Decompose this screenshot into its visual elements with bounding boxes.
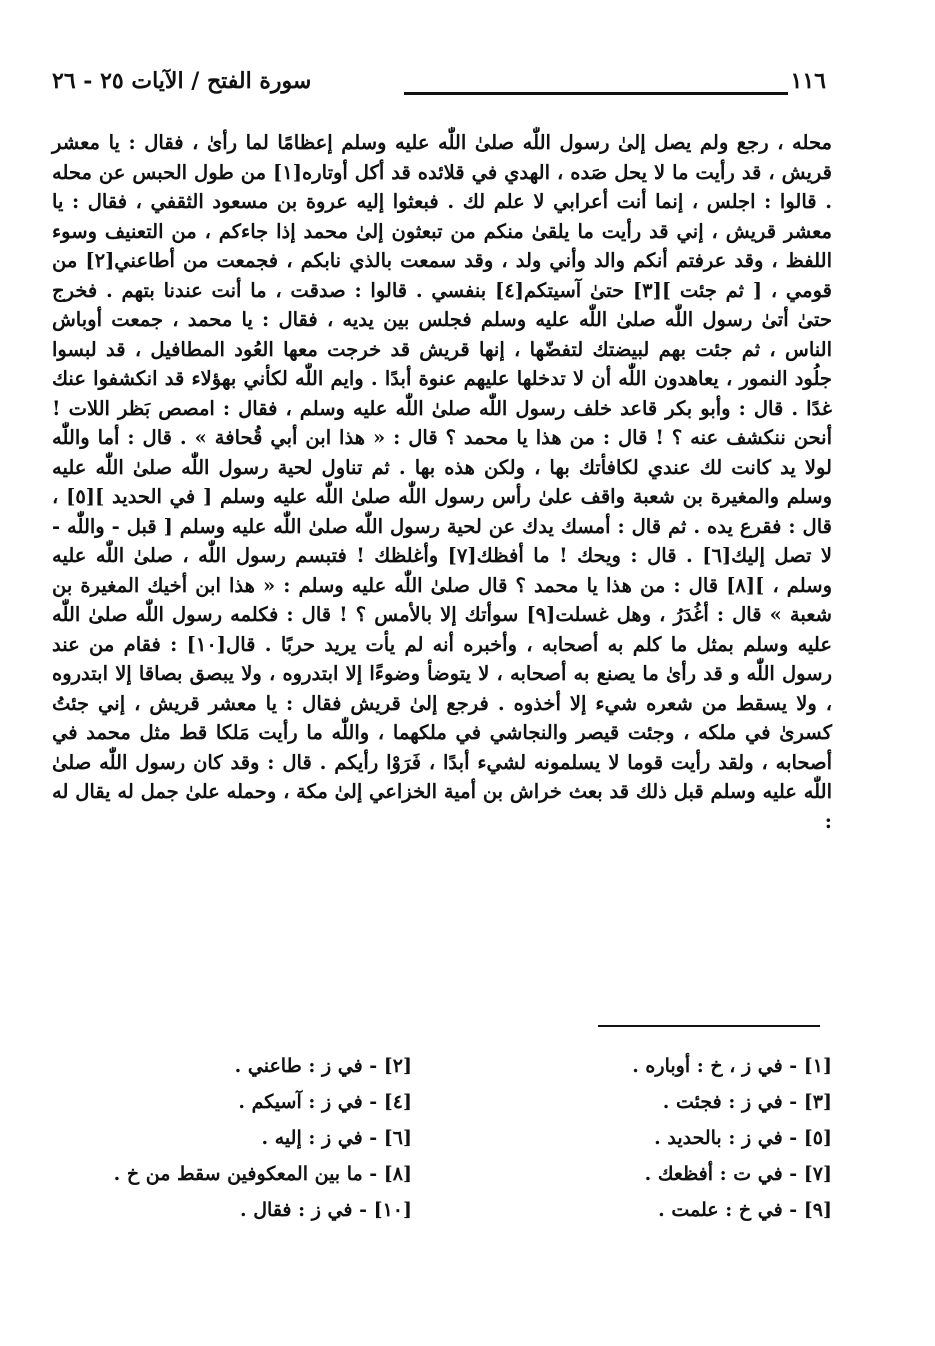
footnote-6: [٦] - في ز : إليه . (261, 1127, 412, 1149)
running-title: سورة الفتح / الآيات ٢٥ - ٢٦ (52, 68, 312, 94)
footnotes-left-column (32, 1048, 412, 1228)
footnote-9: [٩] - في خ : علمت . (658, 1199, 832, 1221)
page-header (52, 62, 832, 104)
page-number: ١١٦ (790, 68, 826, 94)
footnote-rule (598, 1025, 820, 1027)
body-paragraph: محله ، رجع ولم يصل إلىٰ رسول اللّٰه صلىٰ اللّٰه عليه وسلم إعظامًا لما رأىٰ ، فقال : يا معشر قريش ، قد رأيت ما لا يحل صَده ، الهدي في قلائده قد أكل أوتاره[١] من طول الحبس عن محله . قالوا : اجلس ، إنما أنت أعرابي لا علم لك . فبعثوا إليه عروة بن مسعود الثقفي ، فقال : يا معشر قريش ، إني قد رأيت ما يلقىٰ منكم من تبعثون إلىٰ محمد إذا جاءكم ، من التعنيف وسوء اللفظ ، وقد عرفتم أنكم والد وأني ولد ، وقد سمعت بالذي نابكم ، فجمعت من أطاعني[٢] من قومي ، [ ثم جئت ][٣] حتىٰ آسيتكم[٤] بنفسي . قالوا : صدقت ، ما أنت عندنا بتهم . فخرج حتىٰ أتىٰ رسول اللّٰه صلىٰ اللّٰه عليه وسلم فجلس بين يديه ، فقال : يا محمد ، جمعت أوباش الناس ، ثم جئت بهم لبيضتك لتفضّها ، إنها قريش قد خرجت معها العُود المطافيل ، قد لبسوا جلُود النمور ، يعاهدون اللّٰه أن لا تدخلها عليهم عنوة أبدًا . وايم اللّٰه لكأني بهؤلاء قد انكشفوا عنك غدًا . قال : وأبو بكر قاعد خلف رسول اللّٰه صلىٰ اللّٰه عليه وسلم ، فقال : امصص بَظر اللات ! أنحن ننكشف عنه ؟ ! قال : من هذا يا محمد ؟ قال : « هذا ابن أبي قُحافة » . قال : أما واللّٰه لولا يد كانت لك عندي لكافأتك بها ، ولكن هذه بها . ثم تناول لحية رسول اللّٰه صلىٰ اللّٰه عليه وسلم والمغيرة بن شعبة واقف علىٰ رأس رسول اللّٰه صلىٰ اللّٰه عليه وسلم [ في الحديد ][٥] ، قال : فقرع يده . ثم قال : أمسك يدك عن لحية رسول اللّٰه صلىٰ اللّٰه عليه وسلم [ قبل - واللّٰه - لا تصل إليك[٦] . قال : ويحك ! ما أفظك[٧] وأغلظك ! فتبسم رسول اللّٰه ، صلىٰ اللّٰه عليه وسلم ، ][٨] قال : من هذا يا محمد ؟ قال صلىٰ اللّٰه عليه وسلم : « هذا ابن أخيك المغيرة بن شعبة » قال : أغُدَرُ ، وهل غسلت[٩] سوأتك إلا بالأمس ؟ ! قال : فكلمه رسول اللّٰه صلىٰ اللّٰه عليه وسلم بمثل ما كلم به أصحابه ، وأخبره أنه لم يأت يريد حربًا . قال[١٠] : فقام من عند رسول اللّٰه و قد رأىٰ ما يصنع به أصحابه ، لا يتوضأ وضوءًا إلا ابتدروه ، ولا يبصق بصاقا إلا ابتدروه ، ولا يسقط من شعره شيء إلا أخذوه . فرجع إلىٰ قريش فقال : يا معشر قريش ، إني جئتُ كسرىٰ في ملكه ، وجئت قيصر والنجاشي في ملكهما ، واللّٰه ما رأيت مَلكا قط مثل محمد في أصحابه ، ولقد رأيت قوما لا يسلمونه لشيء أبدًا ، فَرَوْا رأيكم . قال : وقد كان رسول اللّٰه صلىٰ اللّٰه عليه وسلم قبل ذلك قد بعث خراش بن أمية الخزاعي إلىٰ مكة ، وحمله علىٰ جمل له يقال له : (52, 131, 833, 833)
footnote-2: [٢] - في ز : طاعني . (234, 1055, 412, 1077)
footnote-5: [٥] - في ز : بالحديد . (654, 1127, 832, 1149)
footnotes-right-column (452, 1048, 832, 1228)
footnote-7: [٧] - في ت : أفظعك . (644, 1163, 832, 1185)
footnote-10: [١٠] - في ز : فقال . (240, 1199, 412, 1221)
header-rule (404, 92, 788, 95)
footnote-3: [٣] - في ز : فجئت . (662, 1091, 832, 1113)
footnote-1: [١] - في ز ، خ : أوباره . (632, 1055, 832, 1077)
footnotes (52, 1048, 832, 1233)
body-text (52, 128, 832, 836)
footnote-8: [٨] - ما بين المعكوفين سقط من خ . (113, 1163, 412, 1185)
footnote-4: [٤] - في ز : آسيكم . (238, 1091, 412, 1113)
